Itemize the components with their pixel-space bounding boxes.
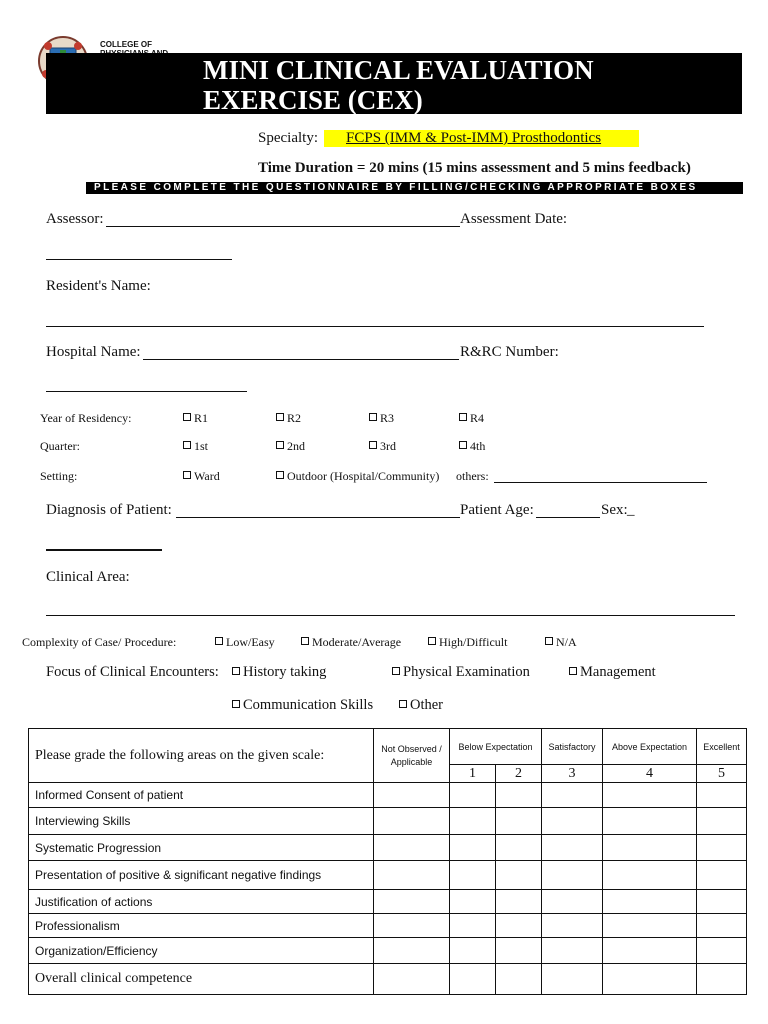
grade-cell[interactable] [697, 964, 747, 995]
checkbox-icon [183, 441, 191, 449]
year-option-r3[interactable]: R3 [369, 411, 394, 426]
focus-option-physical[interactable]: Physical Examination [392, 664, 530, 681]
row-label: Professionalism [29, 914, 374, 938]
grade-cell[interactable] [542, 914, 603, 938]
checkbox-icon [232, 700, 240, 708]
title-line-2: EXERCISE (CEX) [203, 85, 423, 115]
table-row [29, 914, 747, 938]
grade-cell[interactable] [450, 890, 496, 914]
grade-cell[interactable] [542, 835, 603, 861]
checkbox-icon [276, 471, 284, 479]
quarter-option-4th[interactable]: 4th [459, 439, 485, 454]
year-option-r1[interactable]: R1 [183, 411, 208, 426]
sex-field[interactable]: _ [627, 502, 635, 518]
scale-5: 5 [697, 765, 747, 783]
complexity-option-high[interactable]: High/Difficult [428, 635, 507, 650]
header-excellent: Excellent [697, 729, 747, 765]
grade-cell[interactable] [450, 835, 496, 861]
assessor-label: Assessor: [46, 211, 104, 227]
setting-option-ward[interactable]: Ward [183, 469, 220, 484]
grade-cell[interactable] [496, 890, 542, 914]
grade-cell[interactable] [542, 938, 603, 964]
grade-cell[interactable] [450, 808, 496, 835]
year-label: Year of Residency: [40, 411, 132, 425]
row-label: Systematic Progression [29, 835, 374, 861]
grade-cell[interactable] [374, 783, 450, 808]
grade-cell[interactable] [603, 964, 697, 995]
complexity-option-moderate[interactable]: Moderate/Average [301, 635, 401, 650]
sex-label: Sex: [601, 502, 628, 518]
grade-cell[interactable] [697, 835, 747, 861]
checkbox-icon [276, 441, 284, 449]
grade-cell[interactable] [697, 808, 747, 835]
checkbox-icon [369, 441, 377, 449]
table-row [29, 861, 747, 890]
grade-cell[interactable] [374, 835, 450, 861]
setting-option-outdoor[interactable]: Outdoor (Hospital/Community) [276, 469, 439, 484]
grading-instruction: Please grade the following areas on the given scale: [29, 729, 374, 783]
checkbox-icon [369, 413, 377, 421]
year-option-r4[interactable]: R4 [459, 411, 484, 426]
patient-age-field[interactable] [536, 517, 600, 518]
grade-cell[interactable] [450, 964, 496, 995]
clinical-area-field[interactable] [46, 615, 735, 616]
grade-cell[interactable] [603, 808, 697, 835]
grade-cell[interactable] [697, 783, 747, 808]
grade-cell[interactable] [542, 964, 603, 995]
checkbox-icon [301, 637, 309, 645]
quarter-option-2nd[interactable]: 2nd [276, 439, 305, 454]
diagnosis-continuation-field[interactable] [46, 549, 162, 551]
clinical-area-label: Clinical Area: [46, 569, 130, 585]
checkbox-icon [459, 441, 467, 449]
grade-cell[interactable] [496, 964, 542, 995]
specialty-label: Specialty: [258, 130, 318, 146]
grade-cell[interactable] [496, 783, 542, 808]
resident-name-field[interactable] [46, 326, 704, 327]
grade-cell[interactable] [603, 890, 697, 914]
checkbox-icon [183, 471, 191, 479]
focus-label: Focus of Clinical Encounters: [46, 664, 219, 680]
row-label: Informed Consent of patient [29, 783, 374, 808]
grade-cell[interactable] [450, 861, 496, 890]
hospital-name-field[interactable] [143, 359, 459, 360]
setting-others-label: others: [456, 469, 489, 483]
checkbox-icon [276, 413, 284, 421]
patient-age-label: Patient Age: [460, 502, 534, 518]
table-row [29, 964, 747, 995]
header-above-expectation: Above Expectation [603, 729, 697, 765]
rrc-number-label: R&RC Number: [460, 344, 559, 360]
grade-cell[interactable] [496, 835, 542, 861]
specialty-value: FCPS (IMM & Post-IMM) Prosthodontics [324, 130, 639, 147]
grade-cell[interactable] [374, 808, 450, 835]
header-not-observed: Not Observed / Applicable [374, 729, 450, 783]
focus-option-other[interactable]: Other [399, 697, 443, 714]
row-label: Organization/Efficiency [29, 938, 374, 964]
setting-others-field[interactable] [494, 482, 707, 483]
focus-option-communication[interactable]: Communication Skills [232, 697, 373, 714]
grade-cell[interactable] [450, 914, 496, 938]
table-row [29, 783, 747, 808]
row-label: Justification of actions [29, 890, 374, 914]
table-row [29, 835, 747, 861]
complexity-label: Complexity of Case/ Procedure: [22, 635, 177, 649]
page-title [203, 55, 594, 115]
focus-option-history[interactable]: History taking [232, 664, 326, 681]
time-duration: Time Duration = 20 mins (15 mins assessment and 5 mins feedback) [258, 160, 691, 176]
diagnosis-field[interactable] [176, 517, 460, 518]
quarter-option-3rd[interactable]: 3rd [369, 439, 396, 454]
checkbox-icon [183, 413, 191, 421]
hospital-name-label: Hospital Name: [46, 344, 141, 360]
grade-cell[interactable] [496, 914, 542, 938]
checkbox-icon [215, 637, 223, 645]
diagnosis-label: Diagnosis of Patient: [46, 502, 172, 518]
setting-label: Setting: [40, 469, 78, 483]
grading-table [28, 728, 747, 995]
header-below-expectation: Below Expectation [450, 729, 542, 765]
title-line-1: MINI CLINICAL EVALUATION [203, 55, 594, 85]
quarter-option-1st[interactable]: 1st [183, 439, 208, 454]
table-row [29, 890, 747, 914]
grade-cell[interactable] [603, 835, 697, 861]
grade-cell[interactable] [603, 783, 697, 808]
grade-cell[interactable] [496, 938, 542, 964]
grade-cell[interactable] [450, 938, 496, 964]
assessor-field[interactable] [106, 226, 460, 227]
resident-name-label: Resident's Name: [46, 278, 151, 294]
checkbox-icon [459, 413, 467, 421]
scale-4: 4 [603, 765, 697, 783]
grade-cell[interactable] [374, 914, 450, 938]
grade-cell[interactable] [542, 783, 603, 808]
scale-1: 1 [450, 765, 496, 783]
grade-cell[interactable] [697, 890, 747, 914]
grade-cell[interactable] [697, 914, 747, 938]
year-option-r2[interactable]: R2 [276, 411, 301, 426]
rrc-number-field[interactable] [46, 391, 247, 392]
checkbox-icon [569, 667, 577, 675]
grade-cell[interactable] [450, 783, 496, 808]
grade-cell[interactable] [496, 808, 542, 835]
grade-cell[interactable] [697, 861, 747, 890]
grade-cell[interactable] [697, 938, 747, 964]
grade-cell[interactable] [603, 861, 697, 890]
checkbox-icon [399, 700, 407, 708]
instruction-banner: PLEASE COMPLETE THE QUESTIONNAIRE BY FILLING/CHECKING APPROPRIATE BOXES [86, 182, 743, 194]
grade-cell[interactable] [542, 808, 603, 835]
row-label: Presentation of positive & significant negative findings [29, 861, 374, 890]
grade-cell[interactable] [603, 914, 697, 938]
college-name: COLLEGE OF [100, 40, 152, 49]
grade-cell[interactable] [603, 938, 697, 964]
checkbox-icon [428, 637, 436, 645]
grade-cell[interactable] [374, 890, 450, 914]
assessment-date-label: Assessment Date: [460, 211, 568, 227]
grade-cell[interactable] [374, 964, 450, 995]
quarter-label: Quarter: [40, 439, 80, 453]
checkbox-icon [392, 667, 400, 675]
grade-cell[interactable] [374, 861, 450, 890]
scale-2: 2 [496, 765, 542, 783]
header-satisfactory: Satisfactory [542, 729, 603, 765]
checkbox-icon [232, 667, 240, 675]
focus-option-management[interactable]: Management [569, 664, 656, 681]
row-label: Overall clinical competence [29, 964, 374, 995]
complexity-option-na[interactable]: N/A [545, 635, 577, 650]
assessment-date-field[interactable] [46, 259, 232, 260]
grade-cell[interactable] [496, 861, 542, 890]
grade-cell[interactable] [374, 938, 450, 964]
table-row [29, 808, 747, 835]
complexity-option-low[interactable]: Low/Easy [215, 635, 275, 650]
table-row [29, 938, 747, 964]
scale-3: 3 [542, 765, 603, 783]
grade-cell[interactable] [542, 861, 603, 890]
grade-cell[interactable] [542, 890, 603, 914]
checkbox-icon [545, 637, 553, 645]
row-label: Interviewing Skills [29, 808, 374, 835]
